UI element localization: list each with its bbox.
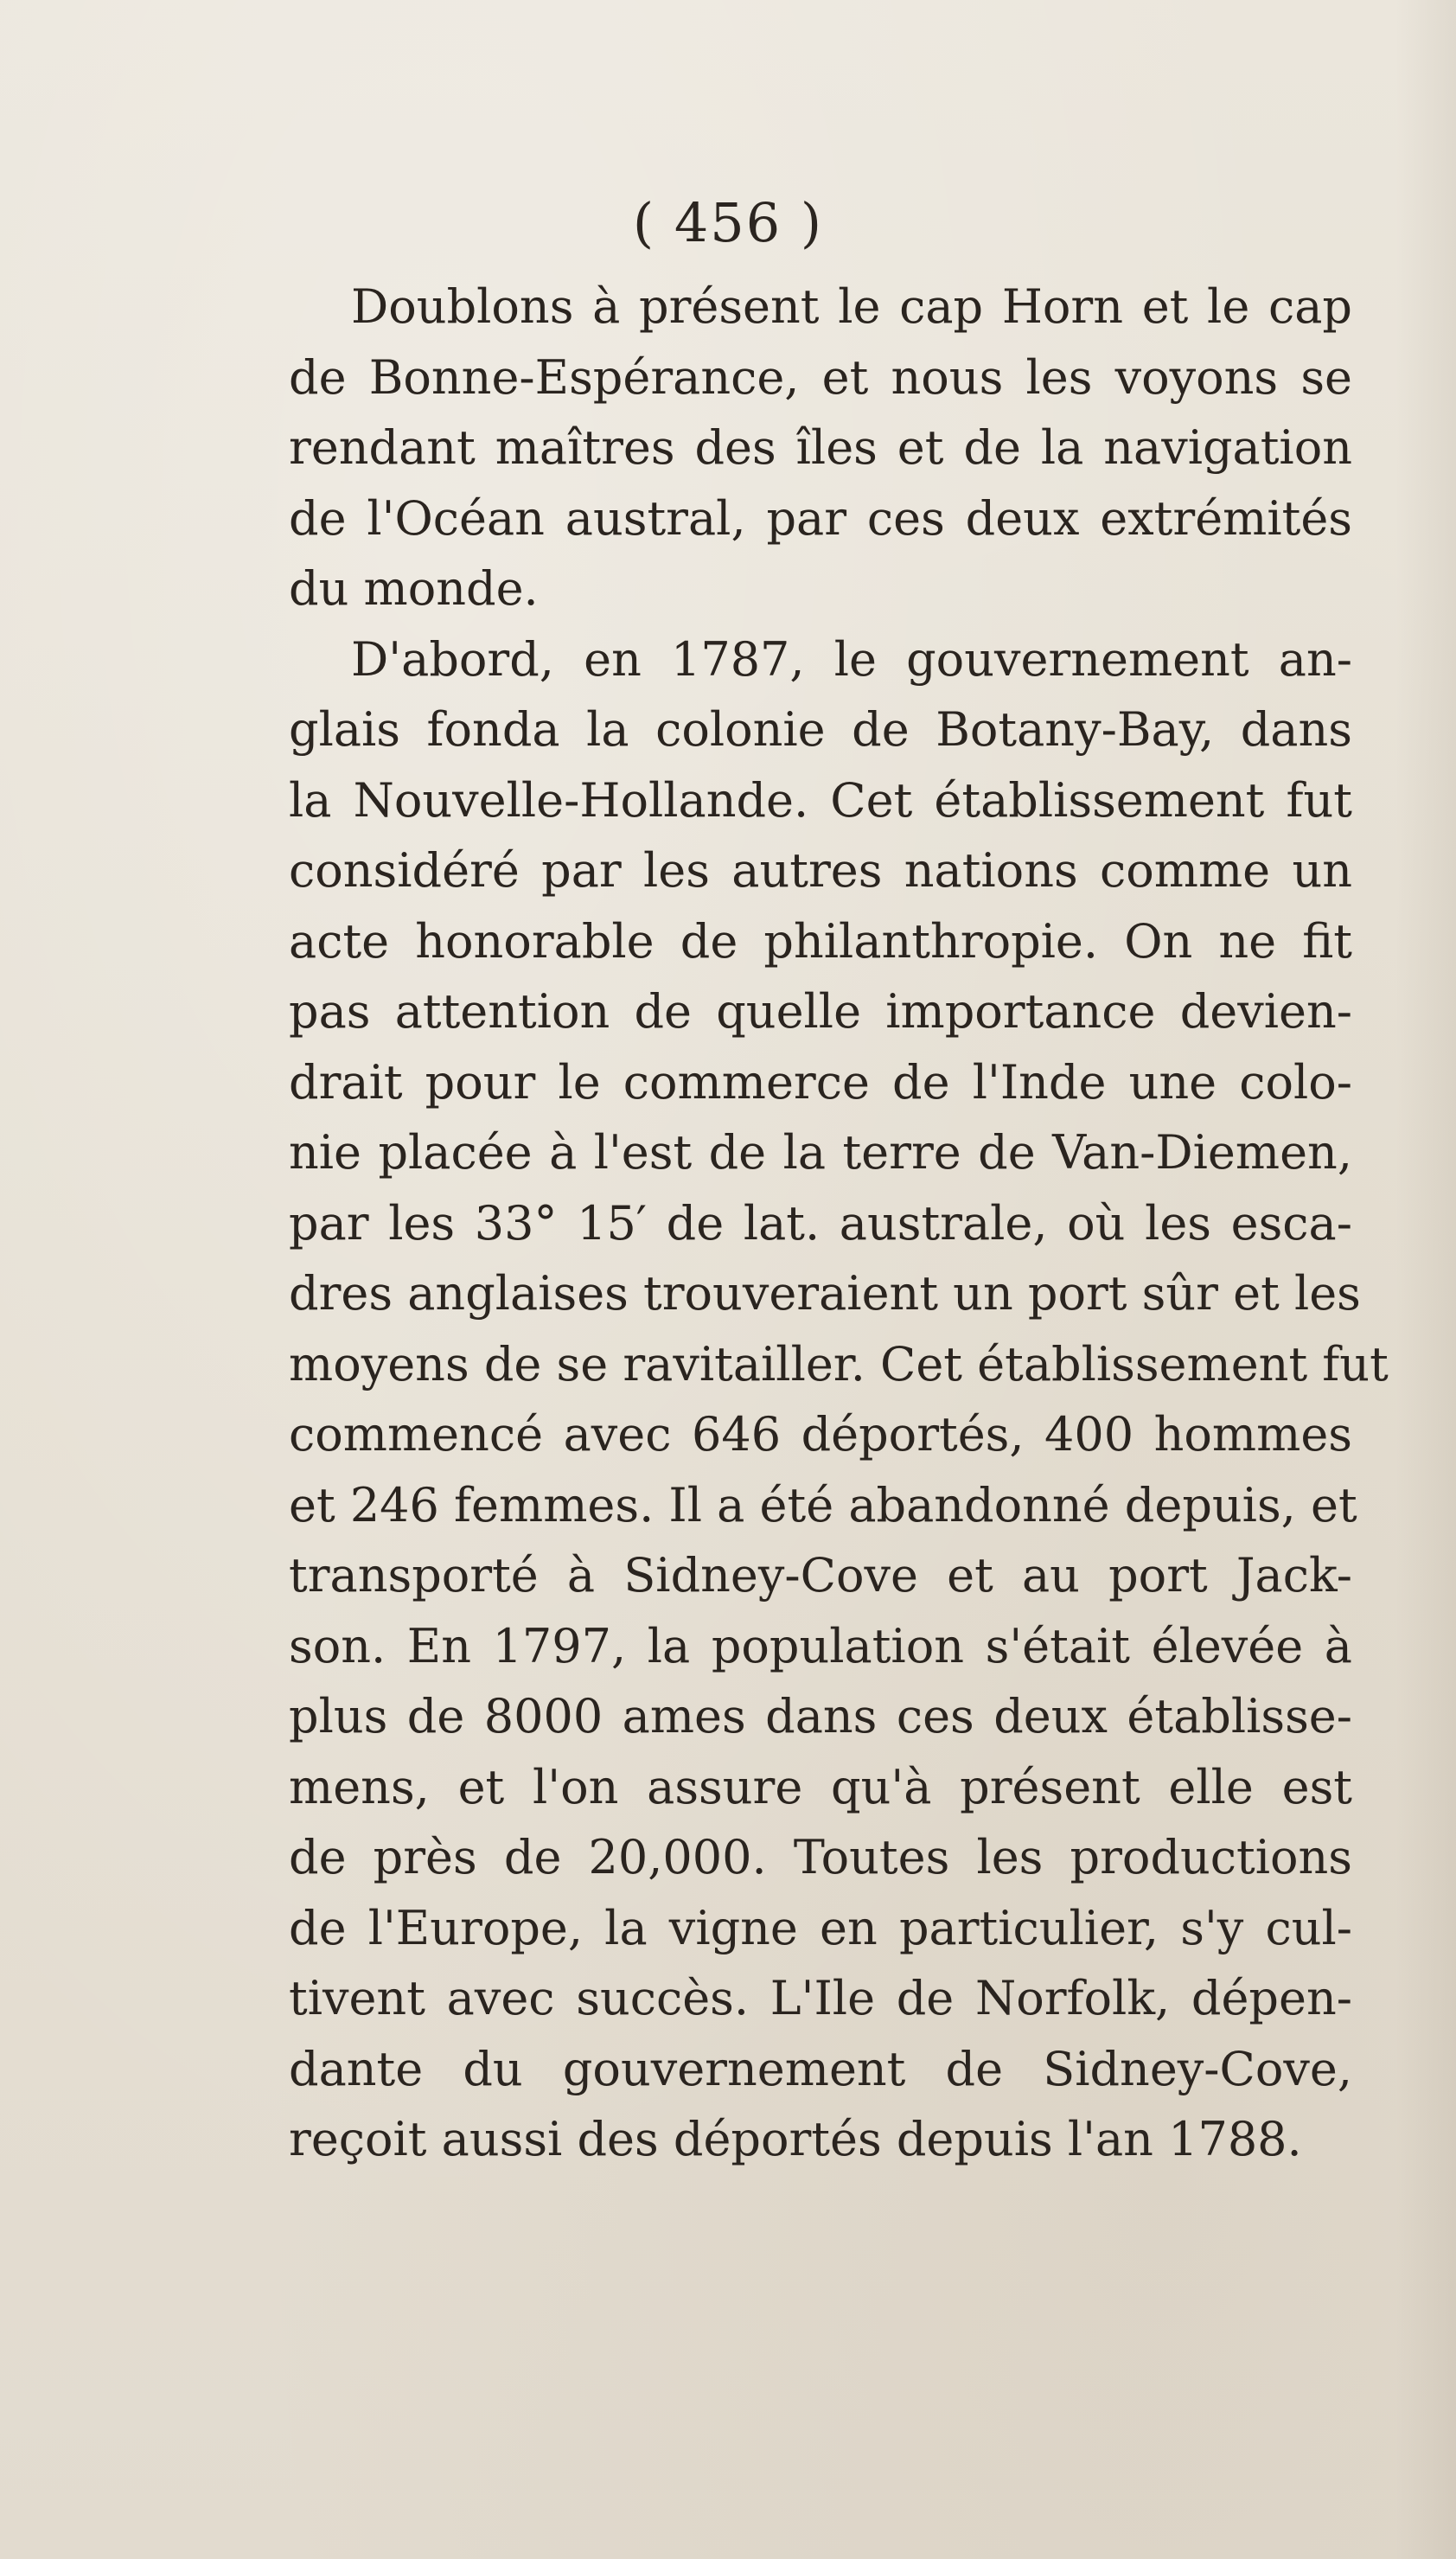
text-line: plus de 8000 ames dans ces deux établisse- xyxy=(289,1689,1352,1743)
text-line: tivent avec succès. L'Ile de Norfolk, dépen- xyxy=(289,1971,1352,2025)
text-line: D'abord, en 1787, le gouvernement an- xyxy=(351,631,1352,687)
text-line: moyens de se ravitailler. Cet établissement fut xyxy=(289,1336,1389,1391)
body-text xyxy=(289,272,1389,2175)
text-line: pas attention de quelle importance devien- xyxy=(289,984,1352,1039)
text-line: et 246 femmes. Il a été abandonné depuis, et xyxy=(289,1477,1357,1532)
text-line: rendant maîtres des îles et de la navigation xyxy=(289,420,1352,475)
text-line: drait pour le commerce de l'Inde une colo- xyxy=(289,1054,1352,1110)
text-line: glais fonda la colonie de Botany-Bay, dans xyxy=(289,702,1352,757)
text-line: la Nouvelle-Hollande. Cet établissement fut xyxy=(289,772,1352,828)
text-line: par les 33° 15′ de lat. australe, où les esca- xyxy=(289,1195,1352,1251)
text-line: de Bonne-Espérance, et nous les voyons se xyxy=(289,349,1352,405)
text-line: du monde. xyxy=(289,561,539,616)
paragraph xyxy=(289,624,1389,2175)
text-line: transporté à Sidney-Cove et au port Jack- xyxy=(289,1548,1352,1603)
paragraph xyxy=(289,272,1352,624)
text-line: nie placée à l'est de la terre de Van-Diemen, xyxy=(289,1125,1352,1180)
text-line: considéré par les autres nations comme un xyxy=(289,843,1352,898)
text-line: acte honorable de philanthropie. On ne fit xyxy=(289,913,1352,969)
text-line: dres anglaises trouveraient un port sûr et les xyxy=(289,1266,1361,1321)
text-line: commencé avec 646 déportés, 400 hommes xyxy=(289,1407,1352,1462)
text-line: de près de 20,000. Toutes les productions xyxy=(289,1830,1352,1884)
text-line: dante du gouvernement de Sidney-Cove, xyxy=(289,2041,1352,2096)
text-line: reçoit aussi des déportés depuis l'an 1788. xyxy=(289,2112,1302,2166)
text-line: de l'Europe, la vigne en particulier, s'y cul- xyxy=(289,1900,1352,1955)
text-line: Doublons à présent le cap Horn et le cap xyxy=(351,279,1352,334)
text-line: mens, et l'on assure qu'à présent elle est xyxy=(289,1759,1352,1814)
page-number: ( 456 ) xyxy=(632,191,824,254)
text-line: son. En 1797, la population s'était élevée à xyxy=(289,1618,1352,1673)
text-line: de l'Océan austral, par ces deux extrémités xyxy=(289,490,1352,546)
